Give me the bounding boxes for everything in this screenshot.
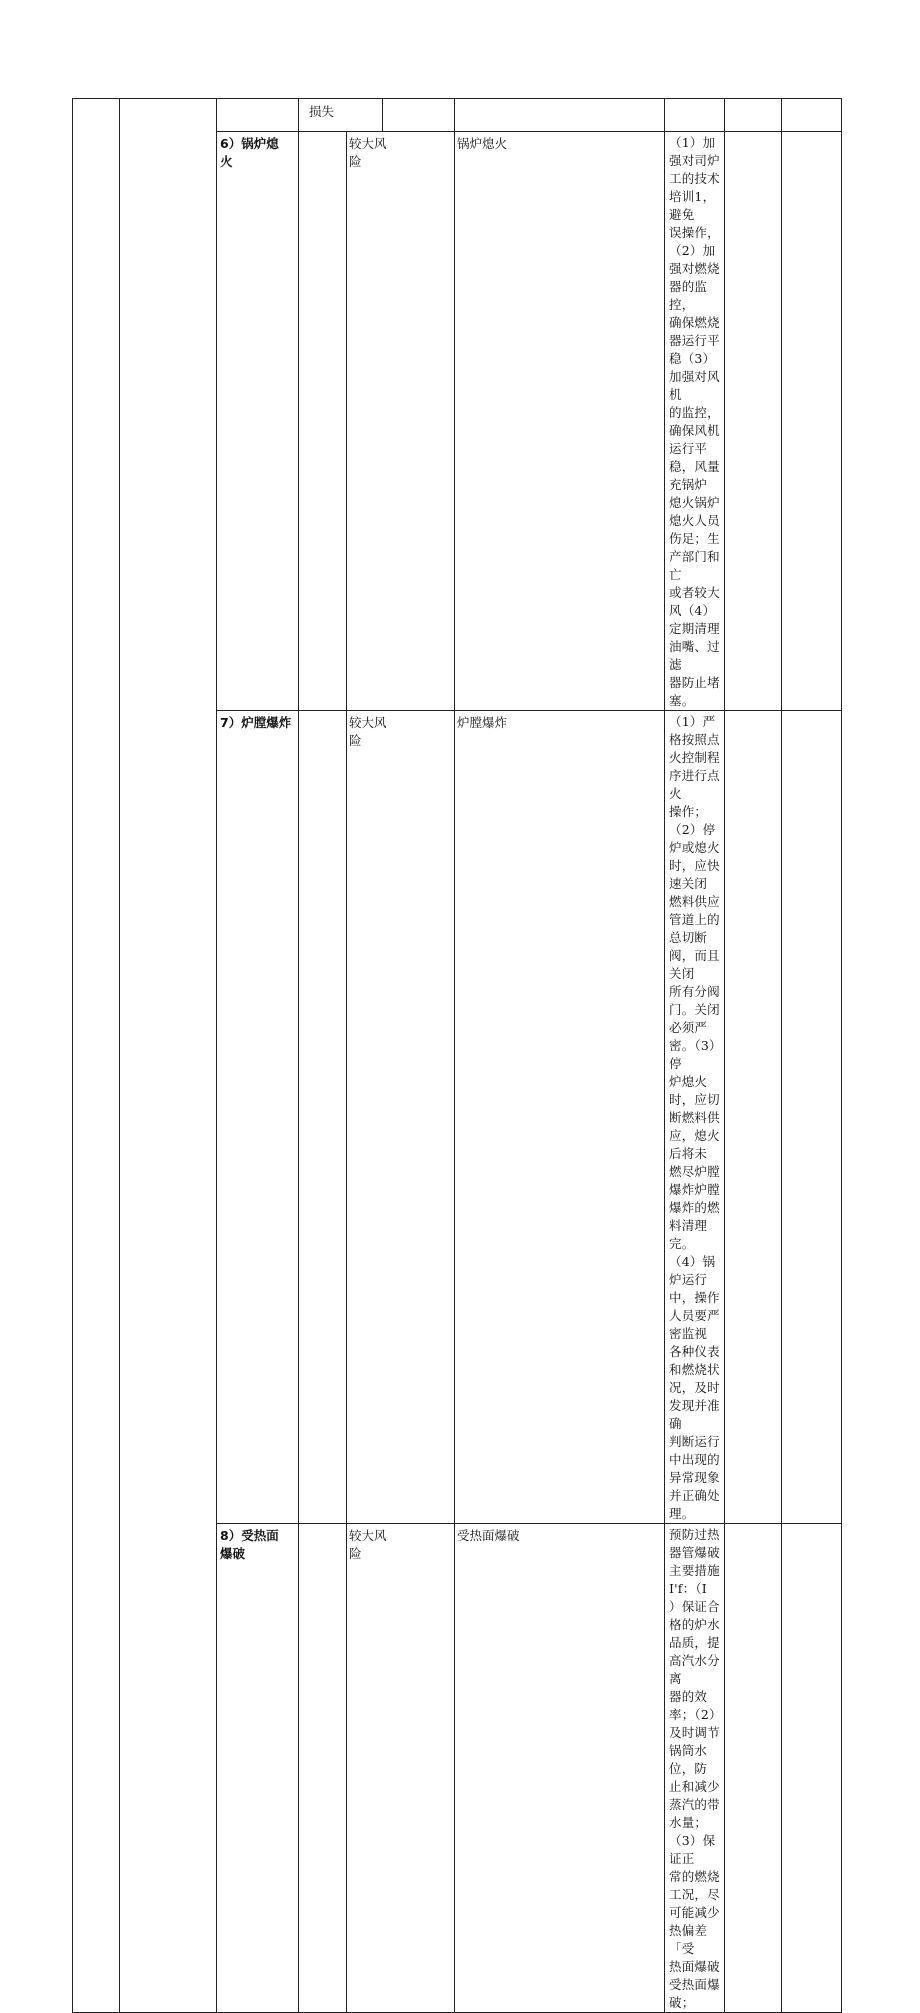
hazard-cell [217,711,299,1524]
risk-level-cell [347,132,455,711]
measure-line: 燃尽炉膛爆炸炉膛爆炸的燃料清理完。 [669,1164,720,1251]
hazard-label: 火 [220,154,233,169]
hazard-label: 8）受热面 [220,1528,279,1543]
table-cell-col2 [120,99,217,2013]
measure-line: 的监控，确保风机运行平稳，风量充锅炉 [669,405,720,492]
measure-line: 或者较大风（4）定期清理油嘴、过滤 [669,585,720,672]
measure-line: 炉熄火时，应切断燃料供应，熄火后将未 [669,1074,720,1161]
loss-cell: 损失 [299,99,383,132]
table-cell [725,132,782,711]
risk-table [72,98,842,2013]
measure-line: 器的效率；（2）及时调节锅筒水位，防 [669,1689,720,1776]
hazard-label: 6）锅炉熄 [220,136,279,151]
failure-type-cell [455,132,665,711]
risk-level-label: 险 [349,1546,362,1561]
table-cell [782,1524,842,2013]
hazard-label: 爆破 [220,1546,246,1561]
measure-line: ）保证合格的炉水品质，提高汽水分离 [669,1599,720,1686]
table-cell [725,99,782,132]
measure-line: 常的燃烧工况，尽可能减少热偏差「受 [669,1869,720,1956]
failure-type-label: 受热面爆破 [457,1528,520,1543]
measure-line: 所有分阀门。关闭必须严密。（3）停 [669,984,720,1071]
measure-line: 热面爆破受热面爆破； [669,1959,720,2010]
measure-line: 理。 [669,1506,695,1521]
measure-line: （1）加强对司炉工的技术培训1，避免 [669,135,720,222]
risk-level-cell [347,1524,455,2013]
risk-level-label: 险 [349,733,362,748]
measure-line: 确保燃烧器运行平稳（3）加强对风机 [669,315,720,402]
risk-level-label: 较大风 [349,136,387,151]
failure-type-label: 锅炉熄火 [457,136,508,151]
table-cell [455,99,665,132]
table-row-loss [73,99,842,132]
measure-line: 熄火锅炉熄火人员伤足；生产部门和亡 [669,495,720,582]
risk-level-cell [347,711,455,1524]
table-cell-col1 [73,99,120,2013]
measure-line: （1）严格按照点火控制程序进行点火 [669,714,720,801]
risk-level-label: 较大风 [349,1528,387,1543]
table-cell [299,711,347,1524]
measure-line: 误操作，（2）加强对燃烧器的监控， [669,225,720,312]
failure-type-label: 炉膛爆炸 [457,715,508,730]
measure-line: 操作；（2）停炉或熄火时，应快速关闭 [669,804,720,891]
table-cell [299,132,347,711]
measure-line: （4）锅炉运行中，操作人员要严密监视 [669,1254,720,1341]
table-cell [299,1524,347,2013]
risk-level-label: 较大风 [349,715,387,730]
measure-line: 止和减少蒸汽的带水量；（3）保证正 [669,1779,720,1866]
measure-line: 各种仪表和燃烧状况，及时发现并准确 [669,1344,720,1431]
measures-cell [665,132,725,711]
hazard-cell [217,1524,299,2013]
hazard-cell [217,132,299,711]
measure-line: 器防止堵塞。 [669,675,720,708]
measures-cell [665,711,725,1524]
table-cell [217,99,299,132]
failure-type-cell [455,711,665,1524]
hazard-label: 7）炉膛爆炸 [220,715,292,730]
table-cell [782,99,842,132]
measures-cell [665,1524,725,2013]
measure-line: 燃料供应管道上的总切断阀，而且关闭 [669,894,720,981]
table-cell [782,132,842,711]
failure-type-cell [455,1524,665,2013]
measure-line: 预防过热器管爆破主要措施I'f：（I [669,1527,720,1596]
table-cell [383,99,455,132]
table-cell [725,1524,782,2013]
table-cell [782,711,842,1524]
table-cell [665,99,725,132]
risk-level-label: 险 [349,154,362,169]
table-cell [725,711,782,1524]
measure-line: 判断运行中出现的异常现象并正确处 [669,1434,720,1503]
